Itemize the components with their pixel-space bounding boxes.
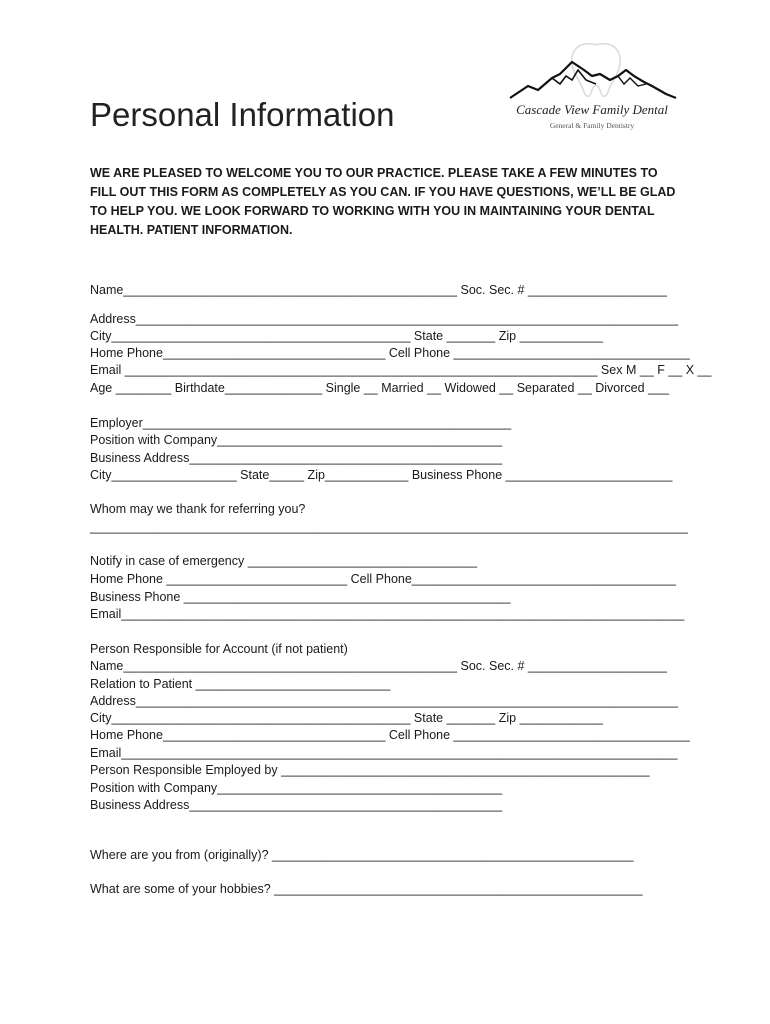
form-line[interactable]: Notify in case of emergency _________________________________ xyxy=(90,554,478,568)
form-line[interactable]: Where are you from (originally)? ____________________________________________________ xyxy=(90,848,634,862)
form-line[interactable]: Business Address_____________________________________________ xyxy=(90,798,503,812)
form-line[interactable]: Age ________ Birthdate______________ Single __ Married __ Widowed __ Separated __ Divorced ___ xyxy=(90,381,669,395)
form-line[interactable]: Home Phone________________________________ Cell Phone __________________________________ xyxy=(90,346,690,360)
form-line[interactable]: City___________________________________________ State _______ Zip ____________ xyxy=(90,711,603,725)
form-line[interactable]: City__________________ State_____ Zip____________ Business Phone ________________________ xyxy=(90,468,673,482)
form-line[interactable]: Position with Company_________________________________________ xyxy=(90,433,503,447)
form-line[interactable]: Address______________________________________________________________________________ xyxy=(90,312,679,326)
form-line[interactable]: Address______________________________________________________________________________ xyxy=(90,694,679,708)
mountain-range-icon xyxy=(510,62,676,98)
form-line[interactable]: Employer_____________________________________________________ xyxy=(90,416,512,430)
form-line[interactable]: Email_________________________________________________________________________________ xyxy=(90,607,685,621)
form-line[interactable]: Relation to Patient ____________________________ xyxy=(90,677,391,691)
page-title: Personal Information xyxy=(90,96,395,133)
form-line[interactable]: Home Phone __________________________ Cell Phone______________________________________ xyxy=(90,572,676,586)
tooth-outline-icon xyxy=(572,44,621,97)
form-line[interactable]: Email________________________________________________________________________________ xyxy=(90,746,678,760)
practice-logo xyxy=(500,40,685,135)
form-line[interactable]: Email ____________________________________________________________________ Sex M __ F __ X __ xyxy=(90,363,712,377)
intro-paragraph: WE ARE PLEASED TO WELCOME YOU TO OUR PRACTICE. PLEASE TAKE A FEW MINUTES TO FILL OUT THIS FORM AS COMPLETELY AS YOU CAN. IF YOU HAVE QUESTIONS, WE’LL BE GLAD TO HELP YOU. WE LOOK FORWARD TO WORKING WITH YOU IN MAINTAINING YOUR DENTAL HEALTH. PATIENT INFORMATION. xyxy=(90,166,676,237)
form-line[interactable]: Name________________________________________________ Soc. Sec. # ____________________ xyxy=(90,659,667,673)
form-line[interactable]: Person Responsible Employed by _____________________________________________________ xyxy=(90,763,650,777)
form-line[interactable]: City___________________________________________ State _______ Zip ____________ xyxy=(90,329,603,343)
form-line[interactable]: Name________________________________________________ Soc. Sec. # ____________________ xyxy=(90,283,667,297)
form-line[interactable]: Business Phone _______________________________________________ xyxy=(90,590,511,604)
form-line[interactable]: Home Phone________________________________ Cell Phone __________________________________ xyxy=(90,728,690,742)
form-line[interactable]: Business Address_____________________________________________ xyxy=(90,451,503,465)
form-line[interactable]: ______________________________________________________________________________________ xyxy=(90,520,688,534)
form-line[interactable]: Position with Company_________________________________________ xyxy=(90,781,503,795)
form-line[interactable]: Whom may we thank for referring you? xyxy=(90,502,306,516)
logo-tagline: General & Family Dentistry xyxy=(549,121,635,130)
form-line[interactable]: Person Responsible for Account (if not patient) xyxy=(90,642,348,656)
logo-practice-name: Cascade View Family Dental xyxy=(516,102,668,117)
form-line[interactable]: What are some of your hobbies? _____________________________________________________ xyxy=(90,882,643,896)
